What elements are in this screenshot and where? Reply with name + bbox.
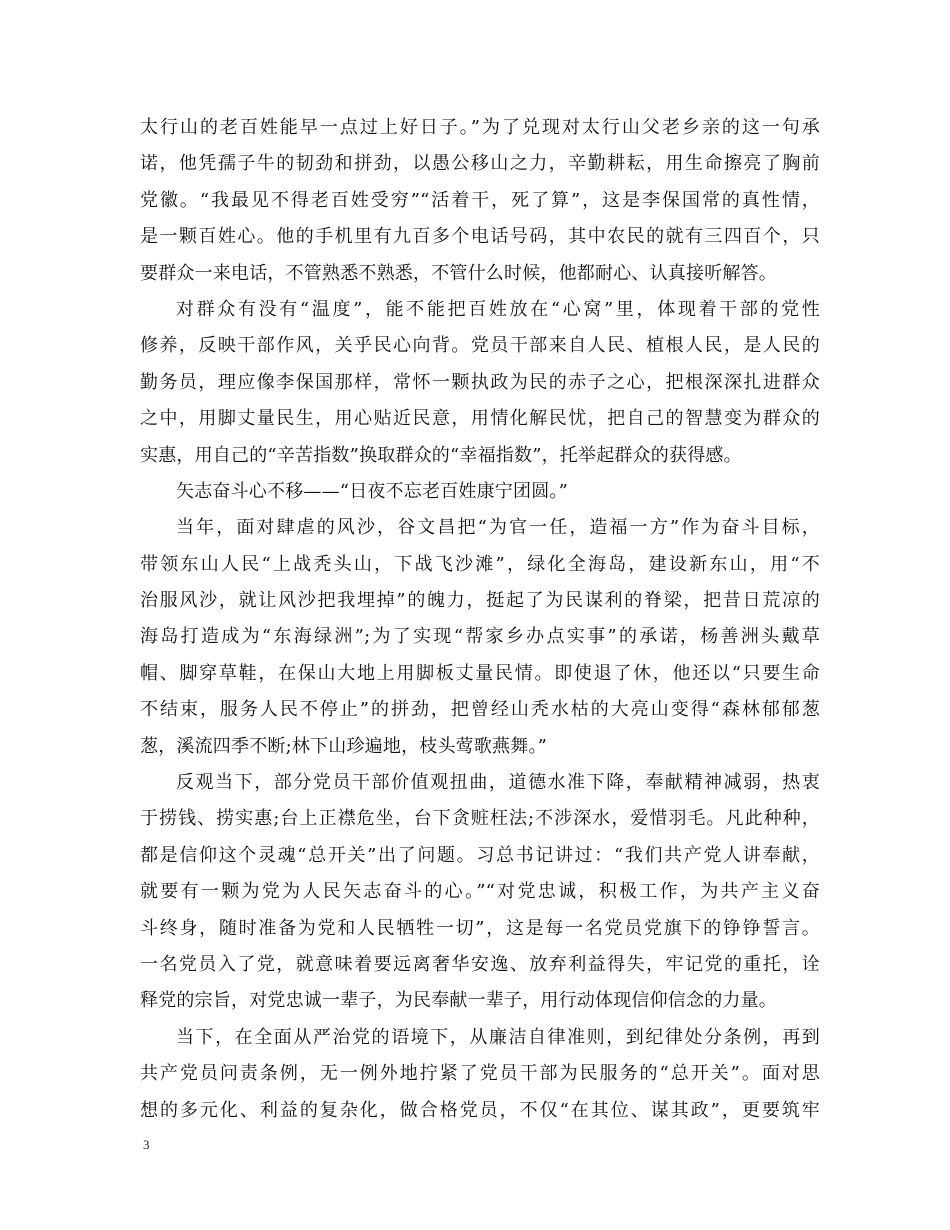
text-line: 海岛打造成为“东海绿洲”;为了实现“帮家乡办点实事”的承诺，杨善洲头戴草 xyxy=(140,626,820,648)
paragraph-first-line: 对群众有没有“温度”，能不能把百姓放在“心窝”里，体现着干部的党性 xyxy=(176,298,820,320)
text-line: 于捞钱、捞实惠;台上正襟危坐，台下贪赃枉法;不涉深水，爱惜羽毛。凡此种种， xyxy=(140,808,820,830)
text-line: 带领东山人民“上战秃头山，下战飞沙滩”，绿化全海岛，建设新东山，用“不 xyxy=(140,553,820,575)
text-line: 治服风沙，就让风沙把我埋掉”的魄力，挺起了为民谋利的脊梁，把昔日荒凉的 xyxy=(140,590,820,612)
text-line: 要群众一来电话，不管熟悉不熟悉，不管什么时候，他都耐心、认真接听解答。 xyxy=(140,262,777,284)
text-line: 一名党员入了党，就意味着要远离奢华安逸、放弃利益得失，牢记党的重托，诠 xyxy=(140,953,820,975)
page-number: 3 xyxy=(143,1137,150,1152)
text-line: 葱，溪流四季不断;林下山珍遍地，枝头莺歌燕舞。” xyxy=(140,735,548,757)
text-line: 都是信仰这个灵魂“总开关”出了问题。习总书记讲过：“我们共产党人讲奉献， xyxy=(140,844,820,866)
paragraph-first-line: 当下，在全面从严治党的语境下，从廉洁自律准则，到纪律处分条例，再到 xyxy=(176,1026,820,1048)
text-line: 想的多元化、利益的复杂化，做合格党员，不仅“在其位、谋其政”，更要筑牢 xyxy=(140,1099,820,1121)
text-line: 勤务员，理应像李保国那样，常怀一颗执政为民的赤子之心，把根深深扎进群众 xyxy=(140,371,820,393)
paragraph-first-line: 反观当下，部分党员干部价值观扭曲，道德水准下降，奉献精神减弱，热衷 xyxy=(176,772,820,794)
text-line: 共产党员问责条例，无一例外地拧紧了党员干部为民服务的“总开关”。面对思 xyxy=(140,1063,820,1085)
text-line: 斗终身，随时准备为党和人民牺牲一切”，这是每一名党员党旗下的铮铮誓言。 xyxy=(140,917,820,939)
text-line: 太行山的老百姓能早一点过上好日子。”为了兑现对太行山父老乡亲的这一句承 xyxy=(140,117,820,138)
text-line: 就要有一颗为党为人民矢志奋斗的心。”“对党忠诚，积极工作，为共产主义奋 xyxy=(140,881,820,903)
text-line: 之中，用脚丈量民生，用心贴近民意，用情化解民忧，把自己的智慧变为群众的 xyxy=(140,408,820,430)
text-line: 不结束，服务人民不停止”的拼劲，把曾经山秃水枯的大亮山变得“森林郁郁葱 xyxy=(140,699,820,721)
text-line: 是一颗百姓心。他的手机里有九百多个电话号码，其中农民的就有三四百个，只 xyxy=(140,226,820,248)
section-heading-line: 矢志奋斗心不移——“日夜不忘老百姓康宁团圆。” xyxy=(176,480,569,502)
text-line: 释党的宗旨，对党忠诚一辈子，为民奉献一辈子，用行动体现信仰信念的力量。 xyxy=(140,990,777,1012)
text-line: 实惠，用自己的“辛苦指数”换取群众的“幸福指数”，托举起群众的获得感。 xyxy=(140,444,742,466)
paragraph-first-line: 当年，面对肆虐的风沙，谷文昌把“为官一任，造福一方”作为奋斗目标， xyxy=(176,517,820,539)
text-line: 修养，反映干部作风，关乎民心向背。党员干部来自人民、植根人民，是人民的 xyxy=(140,335,820,357)
text-line: 帽、脚穿草鞋，在保山大地上用脚板丈量民情。即使退了休，他还以“只要生命 xyxy=(140,662,820,684)
text-line: 党徽。“我最见不得老百姓受穷”“活着干，死了算”，这是李保国常的真性情， xyxy=(140,189,820,211)
text-line: 诺，他凭孺子牛的韧劲和拼劲，以愚公移山之力，辛勤耕耘，用生命擦亮了胸前 xyxy=(140,153,820,175)
document-body xyxy=(140,110,820,1129)
